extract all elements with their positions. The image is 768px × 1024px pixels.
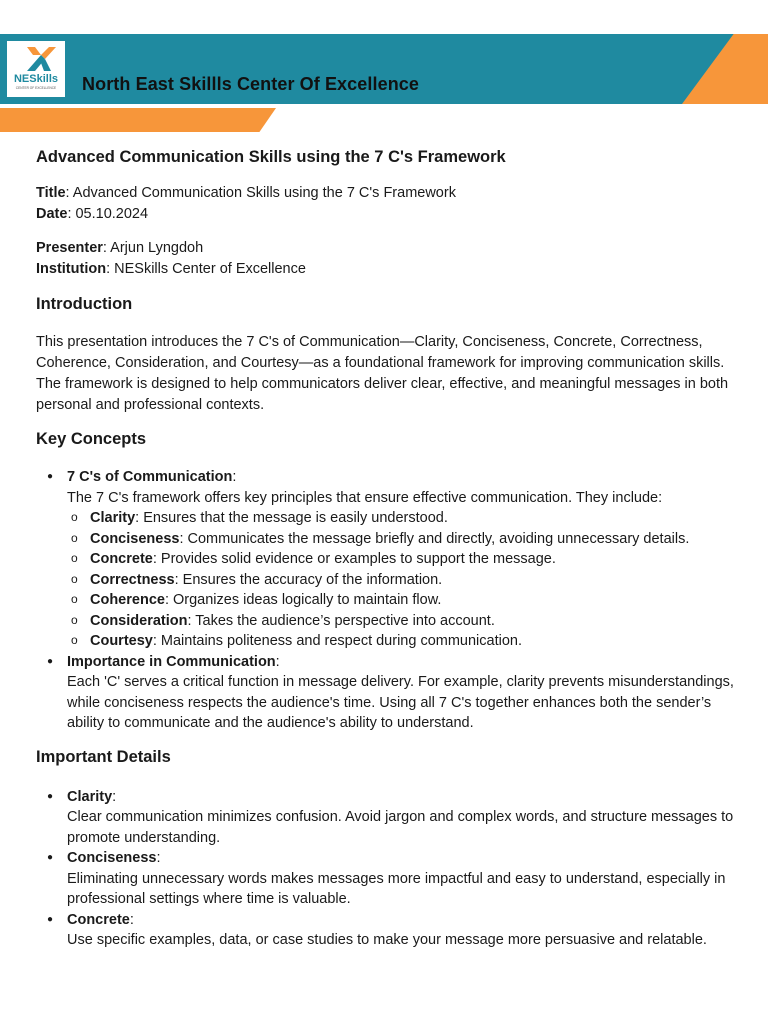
meta-presenter-row (36, 238, 736, 259)
meta-institution-value: : NESkills Center of Excellence (106, 261, 306, 277)
neskills-logo (7, 41, 65, 97)
item-colon: : (129, 911, 134, 928)
item-text: The 7 C's framework offers key principles that ensure effective communication. They include: (67, 489, 663, 506)
list-item (36, 787, 736, 849)
meta-title-label: Title (36, 185, 66, 201)
sub-item-label: Clarity (90, 510, 136, 526)
seven-cs-sublist (67, 508, 736, 652)
sub-item-label: Coherence (90, 592, 165, 608)
meta-date-value: : 05.10.2024 (67, 206, 149, 222)
item-label: Importance in Communication (67, 653, 276, 670)
sub-list-item (67, 508, 736, 529)
important-details-list (36, 787, 736, 951)
sub-list-item (67, 590, 736, 611)
sub-list-item (67, 529, 736, 550)
key-concepts-heading: Key Concepts (36, 430, 147, 448)
sub-item-text: : Takes the audience’s perspective into account. (187, 612, 495, 629)
svg-text:CENTER OF EXCELLENCE: CENTER OF EXCELLENCE (15, 86, 57, 90)
neskills-logo-icon (7, 41, 65, 97)
list-item (36, 848, 736, 910)
item-label: Concrete (67, 911, 130, 928)
item-text: Use specific examples, data, or case studies to make your message more persuasive and relatable. (67, 932, 707, 948)
sub-item-label: Courtesy (90, 633, 153, 649)
sub-list-item (67, 631, 736, 652)
item-text: Eliminating unnecessary words makes messages more impactful and easy to understand, especially in professional settings where time is valuable. (67, 870, 726, 907)
document-body (36, 148, 736, 965)
sub-item-text: : Maintains politeness and respect during communication. (152, 633, 523, 649)
item-label: Clarity (67, 788, 113, 805)
meta-institution-label: Institution (36, 261, 107, 277)
sub-item-label: Concrete (90, 551, 153, 567)
meta-block-1 (36, 183, 736, 225)
key-concepts-list (36, 467, 736, 734)
item-text: Clear communication minimizes confusion. Avoid jargon and complex words, and structure messages to promote understanding. (67, 809, 734, 846)
meta-title-value: : Advanced Communication Skills using the 7 C's Framework (65, 185, 456, 201)
sub-list-item (67, 570, 736, 591)
sub-item-label: Conciseness (90, 530, 180, 547)
introduction-heading: Introduction (36, 295, 133, 313)
meta-presenter-value: : Arjun Lyngdoh (102, 240, 204, 256)
list-item (36, 652, 736, 734)
introduction-text: This presentation introduces the 7 C's of Communication—Clarity, Conciseness, Concrete, Correctness, Coherence, Consideration, and Courtesy—as a foundational framework for improving communication skills. The framework is designed to help communicators deliver clear, effective, and meaningful messages in both personal and professional contexts. (36, 334, 729, 413)
sub-list-item (67, 549, 736, 570)
sub-item-text: : Ensures the accuracy of the information. (174, 571, 443, 588)
sub-item-label: Consideration (90, 612, 188, 629)
sub-item-text: : Communicates the message briefly and directly, avoiding unnecessary details. (179, 530, 690, 547)
list-item (36, 910, 736, 951)
item-label: Conciseness (67, 850, 157, 866)
sub-item-label: Correctness (90, 571, 175, 588)
meta-institution-row (36, 259, 736, 280)
org-name: North East Skillls Center Of Excellence (82, 74, 420, 94)
sub-item-text: : Ensures that the message is easily understood. (135, 510, 448, 526)
sub-item-text: : Organizes ideas logically to maintain flow. (164, 592, 442, 608)
page-title: Advanced Communication Skills using the 7 C's Framework (36, 148, 506, 166)
meta-presenter-label: Presenter (36, 240, 103, 256)
header-accent-strip (0, 108, 276, 132)
important-details-heading: Important Details (36, 747, 171, 766)
item-colon: : (156, 850, 161, 866)
item-colon: : (232, 469, 237, 485)
meta-block-2 (36, 238, 736, 280)
meta-date-label: Date (36, 206, 68, 222)
list-item (36, 467, 736, 652)
sub-item-text: : Provides solid evidence or examples to support the message. (152, 551, 556, 567)
item-colon: : (112, 788, 117, 805)
meta-date-row (36, 204, 736, 225)
sub-list-item (67, 611, 736, 632)
item-label: 7 C's of Communication (67, 469, 233, 485)
svg-text:NESkills: NESkills (13, 73, 59, 85)
item-colon: : (275, 653, 280, 670)
item-text: Each 'C' serves a critical function in message delivery. For example, clarity prevents misunderstandings, while conciseness respects the audience's time. Using all 7 C's together enhances both the sender’s ability to communicate and the audience's ability to understand. (67, 674, 734, 731)
meta-title-row (36, 183, 736, 204)
